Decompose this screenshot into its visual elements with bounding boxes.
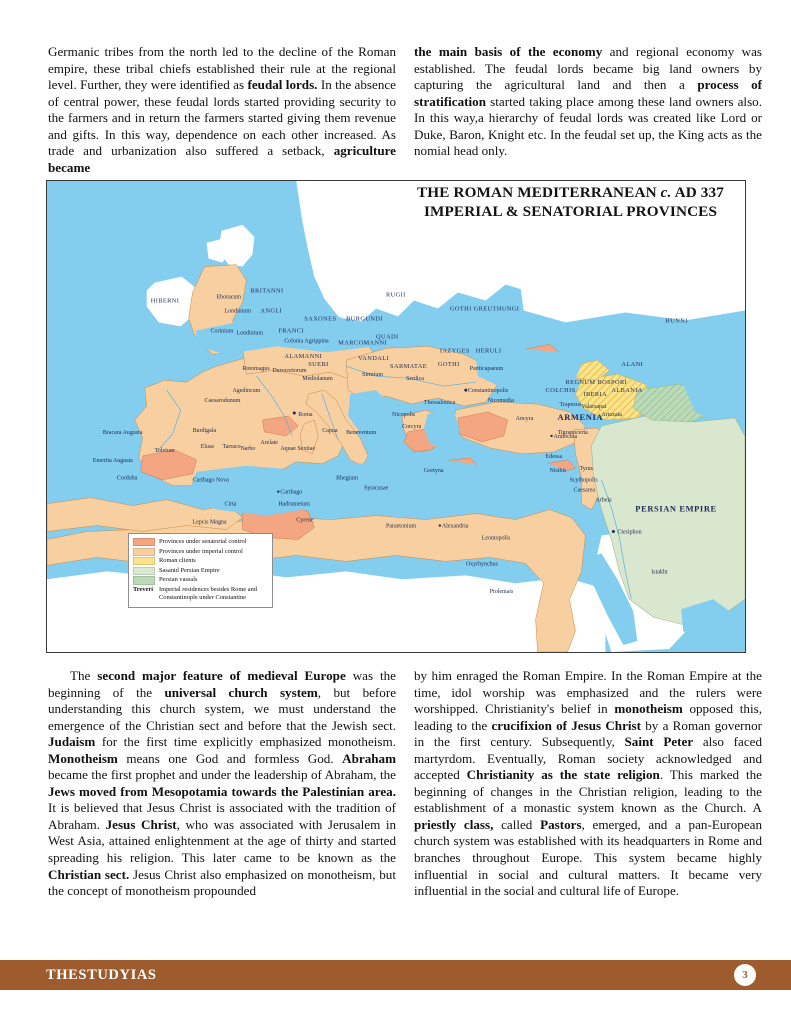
svg-text:Corinium: Corinium xyxy=(210,328,234,335)
svg-text:Syracusae: Syracusae xyxy=(364,485,389,492)
svg-text:Caesarodunum: Caesarodunum xyxy=(204,398,241,405)
svg-text:Corduba: Corduba xyxy=(116,475,138,482)
svg-text:Burdigala: Burdigala xyxy=(192,427,217,434)
svg-text:FRANCI: FRANCI xyxy=(278,327,305,335)
svg-text:Beneventum: Beneventum xyxy=(346,429,377,436)
svg-text:Nicomedia: Nicomedia xyxy=(487,398,514,405)
svg-text:Narbo: Narbo xyxy=(240,445,256,452)
svg-text:Scythopolis: Scythopolis xyxy=(569,477,598,484)
legend-label-imperial-residence: Imperial residences besides Rome and Constantinople under Constantine xyxy=(159,585,257,602)
svg-text:Gortyna: Gortyna xyxy=(423,467,444,474)
svg-text:Ctesiphon: Ctesiphon xyxy=(617,529,642,536)
legend-label-persian-vassals: Persian vassals xyxy=(159,576,198,584)
svg-text:Thessalonica: Thessalonica xyxy=(423,400,456,407)
svg-text:Ancyra: Ancyra xyxy=(515,415,534,422)
svg-text:Panticapaeum: Panticapaeum xyxy=(469,366,504,373)
svg-text:Tarraco: Tarraco xyxy=(222,443,241,450)
map-title-banner xyxy=(396,181,745,222)
bottom-right-column xyxy=(414,668,762,900)
map-title-line-1 xyxy=(417,183,724,202)
svg-text:Istakhr: Istakhr xyxy=(651,569,668,576)
svg-text:RUGII: RUGII xyxy=(386,291,406,299)
svg-text:Rhegium: Rhegium xyxy=(336,475,359,482)
svg-text:ALAMANNI: ALAMANNI xyxy=(284,353,323,361)
svg-text:Nisibis: Nisibis xyxy=(549,467,567,474)
svg-text:Trapezus: Trapezus xyxy=(559,402,582,409)
svg-text:Cirta: Cirta xyxy=(224,501,237,508)
svg-text:ANGLI: ANGLI xyxy=(260,307,283,315)
svg-text:IBERIA: IBERIA xyxy=(583,391,608,399)
map-title-circa: c. xyxy=(660,184,672,201)
svg-text:Cyrene: Cyrene xyxy=(296,517,314,524)
top-text-columns xyxy=(48,44,762,176)
map-title-line-2: IMPERIAL & SENATORIAL PROVINCES xyxy=(423,203,718,220)
svg-text:Arbela: Arbela xyxy=(595,497,612,504)
legend-label-imperial: Provinces under imperial control xyxy=(159,547,243,555)
svg-text:Durocortorum: Durocortorum xyxy=(272,368,307,375)
svg-text:Elusa: Elusa xyxy=(200,443,214,450)
svg-text:Roma: Roma xyxy=(298,412,313,419)
svg-text:HIBERNI: HIBERNI xyxy=(150,297,180,305)
svg-text:Bracara Augusta: Bracara Augusta xyxy=(102,429,143,436)
footer-brand-label: THESTUDYIAS xyxy=(46,966,157,983)
svg-text:Nicopolis: Nicopolis xyxy=(392,412,416,419)
legend-label-roman-clients: Roman clients xyxy=(159,557,196,565)
svg-text:Tigranocerta: Tigranocerta xyxy=(557,429,588,436)
svg-text:Londinium: Londinium xyxy=(224,308,252,315)
svg-text:SAXONES: SAXONES xyxy=(304,315,337,323)
svg-text:HERULI: HERULI xyxy=(475,347,502,355)
legend-swatch-imperial xyxy=(133,548,155,556)
svg-text:Serdica: Serdica xyxy=(405,376,424,383)
page-footer xyxy=(0,960,791,990)
svg-text:HUNNI: HUNNI xyxy=(665,317,688,325)
svg-text:Colonia Agrippina: Colonia Agrippina xyxy=(284,338,329,345)
svg-text:Mediolanum: Mediolanum xyxy=(302,376,333,383)
legend-swatch-roman-clients xyxy=(133,557,155,565)
map-figure xyxy=(46,180,746,653)
svg-text:Artaxata: Artaxata xyxy=(601,412,622,419)
svg-text:Tyrus: Tyrus xyxy=(579,465,593,472)
bottom-text-columns xyxy=(48,668,763,900)
map-title-main: THE ROMAN MEDITERRANEAN xyxy=(416,184,661,201)
svg-text:COLCHIS: COLCHIS xyxy=(545,387,576,395)
svg-text:Corcyra: Corcyra xyxy=(401,423,422,430)
svg-text:SARMATAE: SARMATAE xyxy=(390,363,427,371)
svg-text:PERSIAN EMPIRE: PERSIAN EMPIRE xyxy=(635,503,717,514)
svg-text:Capua: Capua xyxy=(322,427,338,434)
top-right-column xyxy=(414,44,762,176)
svg-text:SUEBI: SUEBI xyxy=(308,361,329,369)
svg-text:QUADI: QUADI xyxy=(376,333,399,341)
bottom-left-paragraph: The second major feature of medieval Europe was the beginning of the universal church system, but before understanding this church system, we must understand the emergence of the Christian sect and before that the Jewish sect. Judaism for the first time explicitly emphasized monotheism. Monotheism means one God and formless God. Abraham became the first prophet and under the leadership of Abraham, the Jews moved from Mesopotamia towards the Palestinian area. It is believed that Jesus Christ is associated with the tradition of Abraham. Jesus Christ, who was associated with Jerusalem in West Asia, attained enlightenment at the age of thirty and started spreading his religion. This later came to be known as the Christian sect. Jesus Christ also emphasized on monotheism, but the concept of monotheism propounded xyxy=(48,668,397,899)
svg-text:Alexandria: Alexandria xyxy=(441,523,469,530)
legend-item xyxy=(133,576,268,585)
svg-text:IAZYGES: IAZYGES xyxy=(439,347,470,355)
bottom-left-column xyxy=(48,668,396,900)
top-left-column xyxy=(48,44,396,176)
svg-text:Leontopolis: Leontopolis xyxy=(481,535,511,542)
legend-label-senatorial: Provinces under senatorial control xyxy=(159,538,247,545)
svg-text:Aquae Sextiae: Aquae Sextiae xyxy=(280,445,315,452)
svg-text:GOTHI GREUTHUNGI: GOTHI GREUTHUNGI xyxy=(449,305,520,313)
legend-item xyxy=(133,557,268,566)
svg-text:Valarsapat: Valarsapat xyxy=(581,404,607,411)
svg-text:Carthago Nova: Carthago Nova xyxy=(192,477,229,484)
svg-text:Rotomagus: Rotomagus xyxy=(242,366,270,373)
top-left-paragraph: Germanic tribes from the north led to the decline of the Roman empire, these tribal chiefs established their rule at the regional level. Further, they were identified as feudal lords. In the absence of central power, these feudal lords started providing security to the farmers and in return the farmers started giving them revenue and gifts. In this way, dependence on each other increased. As trade and urbanization also suffered a setback, agriculture became xyxy=(48,44,396,175)
svg-text:MARCOMANNI: MARCOMANNI xyxy=(338,339,388,347)
page-number-badge: 3 xyxy=(734,964,756,986)
legend-item xyxy=(133,548,268,557)
legend-swatch-senatorial xyxy=(133,538,155,546)
svg-text:Agedincum: Agedincum xyxy=(232,388,261,395)
svg-text:Ptolemais: Ptolemais xyxy=(489,589,514,596)
svg-text:ARMENIA: ARMENIA xyxy=(557,411,604,422)
svg-text:Edessa: Edessa xyxy=(545,453,563,460)
svg-text:BRITANNI: BRITANNI xyxy=(250,287,284,295)
legend-item xyxy=(133,538,268,547)
svg-text:Lepcis Magna: Lepcis Magna xyxy=(192,519,227,526)
svg-text:Oxyrhynchus: Oxyrhynchus xyxy=(465,561,498,568)
svg-text:Arelate: Arelate xyxy=(260,439,278,446)
legend-swatch-persian-vassals xyxy=(133,576,155,584)
svg-text:Sirmium: Sirmium xyxy=(362,372,384,379)
legend-swatch-sasanid xyxy=(133,567,155,575)
map-title-year: AD 337 xyxy=(671,184,725,201)
legend-item xyxy=(133,567,268,576)
svg-text:Antiochia: Antiochia xyxy=(553,433,578,440)
bottom-right-paragraph: by him enraged the Roman Empire. In the Roman Empire at the time, idol worship was emphasized and the rulers were worshipped. Christianity's belief in monotheism opposed this, leading to the crucifixion of Jesus Christ by a Roman governor in the first century. Subsequently, Saint Peter also faced martyrdom. Eventually, Roman society acknowledged and accepted Christianity as the state religion. This marked the beginning of changes in the Christian religion, leading to the establishment of a monastic system known as the Church. A priestly class, called Pastors, emerged, and a pan-European church system was established with its headquarters in Rome and branches throughout Europe. This system became highly influential in social and cultural matters. It became very influential in the social and cultural life of Europe. xyxy=(414,668,763,899)
top-right-paragraph: the main basis of the economy and regional economy was established. The feudal lords became big land owners by capturing the agricultural land and then a process of stratification started taking place among these land owners also. In this way,a hierarchy of feudal lords was created like Lord or Duke, Baron, Knight etc. In the feudal set up, the King acts as the nomial head only. xyxy=(414,44,762,159)
svg-text:Paraetonium: Paraetonium xyxy=(386,523,417,530)
legend-label-sasanid: Sasanid Persian Empire xyxy=(159,566,220,574)
svg-text:Toletum: Toletum xyxy=(154,447,175,454)
svg-text:Emerita Augusta: Emerita Augusta xyxy=(92,457,133,464)
svg-text:VANDALI: VANDALI xyxy=(358,355,390,363)
svg-text:Londinium: Londinium xyxy=(236,330,264,337)
svg-text:Carthago: Carthago xyxy=(280,489,303,496)
svg-text:GOTHI: GOTHI xyxy=(437,361,460,369)
svg-text:Hadrumetum: Hadrumetum xyxy=(278,501,310,508)
svg-text:Eboracum: Eboracum xyxy=(216,294,242,301)
svg-text:REGNUM BOSPORI: REGNUM BOSPORI xyxy=(565,379,628,387)
legend-item xyxy=(133,586,268,602)
svg-text:Constantinopolis: Constantinopolis xyxy=(467,388,509,395)
map-legend xyxy=(128,533,273,608)
svg-text:ALBANIA: ALBANIA xyxy=(611,387,643,395)
legend-swatch-imperial-residence: Treveri xyxy=(133,585,153,593)
svg-text:Caesarea: Caesarea xyxy=(573,487,596,494)
svg-text:ALANI: ALANI xyxy=(621,361,644,369)
svg-text:BURGUNDI: BURGUNDI xyxy=(346,315,383,323)
